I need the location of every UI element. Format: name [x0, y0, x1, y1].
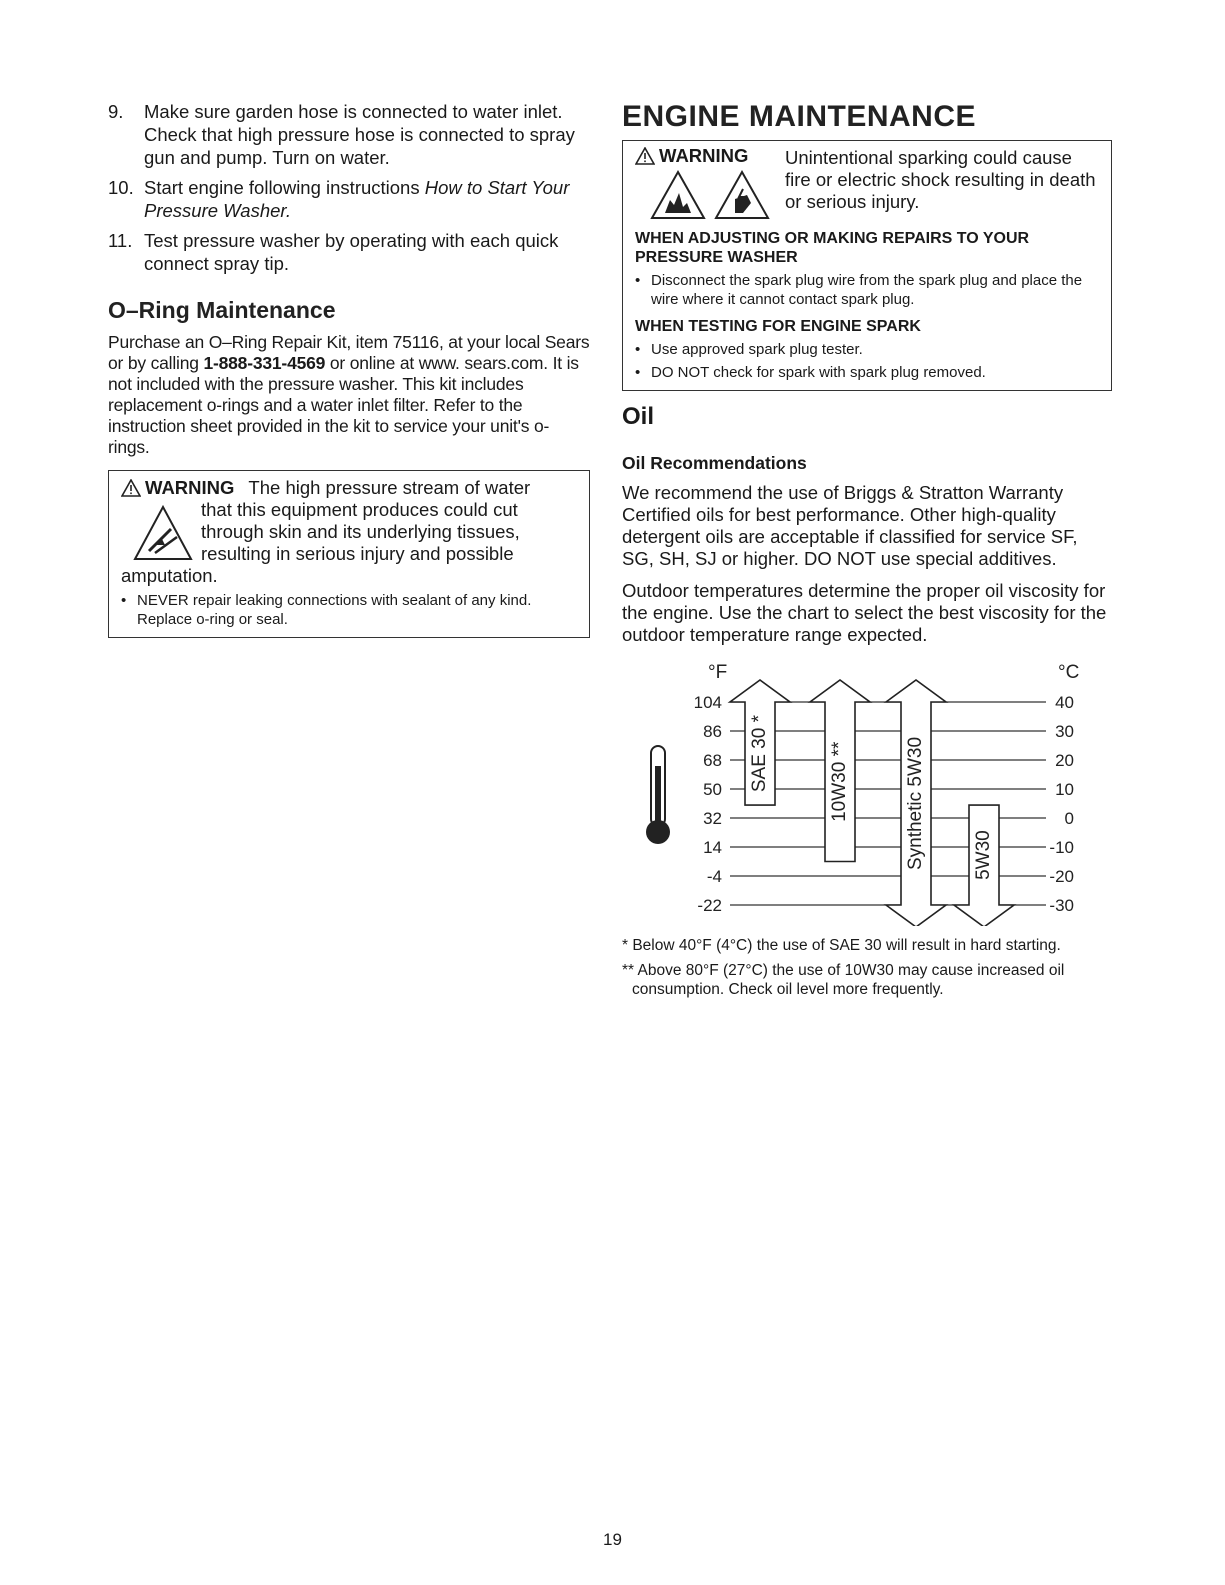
celsius-tick-label: 30 [1055, 722, 1074, 741]
engine-warning-label [635, 145, 785, 167]
step-number: 9. [108, 101, 124, 122]
electric-shock-hazard-icon [713, 169, 771, 221]
warning-bullet [635, 271, 1101, 309]
warning-bullet [635, 363, 1101, 382]
bullet-dot: • [635, 364, 641, 381]
engine-warning-box [622, 140, 1112, 391]
viscosity-bar-label: 10W30 ** [829, 741, 851, 822]
warning-bullet-text: Disconnect the spark plug wire from the spark plug and place the wire where it cannot contact spark plug. [651, 272, 1083, 308]
step-text-plain: Start engine following instructions [144, 177, 425, 198]
page-number: 19 [603, 1530, 622, 1549]
step-number: 11. [108, 230, 133, 251]
warning-message-end: amputation. [121, 565, 218, 586]
engine-warning-message: Unintentional sparking could cause fire or electric shock resulting in death or serious injury. [785, 147, 1096, 212]
hazard-icons [635, 169, 785, 221]
oring-text-1: Purchase an O–Ring Repair Kit, item 75116, at your local Sears or by calling [108, 332, 590, 373]
oring-heading: O–Ring Maintenance [108, 297, 336, 323]
step-text-italic: How to Start Your Pressure Washer. [144, 177, 570, 221]
engine-warning-head [635, 145, 1101, 221]
engine-maintenance-heading: ENGINE MAINTENANCE [622, 100, 977, 133]
celsius-unit-label: °C [1058, 662, 1080, 683]
step-9 [108, 100, 590, 169]
viscosity-bars [730, 680, 1014, 926]
fahrenheit-tick-label: 68 [703, 751, 722, 770]
oil-heading: Oil [622, 403, 655, 430]
fahrenheit-tick-label: 32 [703, 809, 722, 828]
warning-body [121, 499, 579, 565]
high-pressure-cut-hazard-icon [131, 501, 195, 565]
warning-bullet-text: Use approved spark plug tester. [651, 341, 863, 358]
temperature-paragraph: Outdoor temperatures determine the proper oil viscosity for the engine. Use the chart to select the best viscosity for the outdoor temperature range expected. [622, 580, 1107, 645]
warning-triangle-icon [121, 479, 141, 497]
phone-number: 1-888-331-4569 [203, 353, 326, 373]
warning-message-rest: that this equipment produces could cut through skin and its underlying tissues, resulting in serious injury and possible [201, 499, 520, 564]
step-10 [108, 176, 590, 222]
thermometer-icon [646, 746, 670, 844]
warning-message-start: The high pressure stream of water [248, 477, 531, 498]
repair-subheading: WHEN ADJUSTING OR MAKING REPAIRS TO YOUR PRESSURE WASHER [635, 230, 1030, 266]
right-column [622, 100, 1112, 1005]
fahrenheit-unit-label: °F [708, 662, 728, 683]
viscosity-bar-label: Synthetic 5W30 [905, 736, 927, 871]
celsius-tick-label: -10 [1049, 838, 1074, 857]
oil-recommendations-paragraph: We recommend the use of Briggs & Stratton Warranty Certified oils for best performance. Other high-quality detergent oils are acceptable if classified for service SF, SG, SH, SJ or higher. DO NOT use special additives. [622, 482, 1078, 569]
step-text: Make sure garden hose is connected to water inlet. Check that high pressure hose is connected to spray gun and pump. Turn on water. [144, 101, 575, 168]
viscosity-bar-label: SAE 30 * [749, 715, 771, 793]
oring-paragraph [108, 332, 590, 458]
fahrenheit-tick-label: -22 [697, 896, 722, 915]
fahrenheit-ticks [694, 693, 722, 915]
celsius-tick-label: 0 [1064, 809, 1074, 828]
oring-text-2: or online at www. sears.com. It is not included with the pressure washer. This kit includes replacement o-rings and a water inlet filter. Refer to the instruction sheet provided in the kit to service your unit's o-rings. [108, 353, 579, 457]
celsius-tick-label: 20 [1055, 751, 1074, 770]
step-text [144, 176, 590, 222]
bullet-dot: • [121, 592, 127, 609]
spark-test-subheading: WHEN TESTING FOR ENGINE SPARK [635, 318, 921, 335]
left-column [108, 100, 590, 638]
fahrenheit-tick-label: -4 [706, 867, 722, 886]
viscosity-bar-label: 5W30 [973, 830, 995, 880]
oil-recommendations-heading: Oil Recommendations [622, 453, 807, 473]
warning-triangle-icon [635, 147, 655, 165]
warning-bullet [635, 340, 1101, 359]
step-text: Test pressure washer by operating with each quick connect spray tip. [144, 230, 559, 274]
footnote-10w30: ** Above 80°F (27°C) the use of 10W30 may cause increased oil consumption. Check oil level more frequently. [622, 962, 1065, 998]
footnote-sae30: * Below 40°F (4°C) the use of SAE 30 will result in hard starting. [622, 937, 1061, 954]
celsius-tick-label: 10 [1055, 780, 1074, 799]
fahrenheit-tick-label: 86 [703, 722, 722, 741]
oil-viscosity-chart [622, 656, 1112, 926]
oring-warning-box [108, 470, 590, 638]
engine-warning-icons [635, 145, 785, 221]
celsius-tick-label: -30 [1049, 896, 1074, 915]
celsius-ticks [1049, 693, 1074, 915]
warning-bullet-text: DO NOT check for spark with spark plug removed. [651, 364, 986, 381]
warning-word: WARNING [145, 477, 235, 498]
step-number: 10. [108, 177, 134, 198]
warning-first-line [121, 477, 579, 499]
fire-hazard-icon [649, 169, 707, 221]
warning-word: WARNING [659, 145, 749, 166]
warning-bullet-text: NEVER repair leaking connections with sealant of any kind. Replace o-ring or seal. [137, 592, 532, 628]
celsius-tick-label: 40 [1055, 693, 1074, 712]
bullet-dot: • [635, 341, 641, 358]
bullet-dot: • [635, 272, 641, 289]
fahrenheit-tick-label: 14 [703, 838, 722, 857]
fahrenheit-tick-label: 50 [703, 780, 722, 799]
fahrenheit-tick-label: 104 [693, 693, 722, 712]
step-11 [108, 229, 590, 275]
warning-bullet [121, 591, 579, 629]
celsius-tick-label: -20 [1049, 867, 1074, 886]
